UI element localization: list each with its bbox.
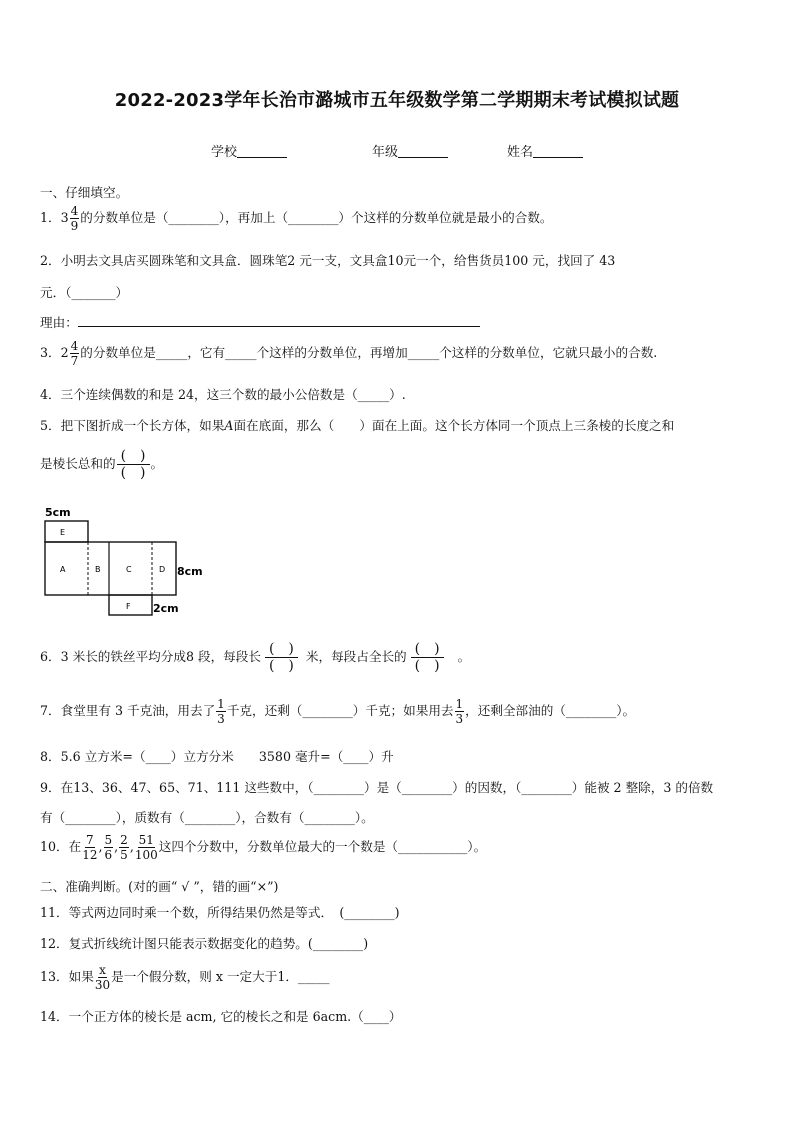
q10-sep-3: , (129, 839, 134, 854)
question-13 (40, 964, 329, 991)
q10-fraction-1 (82, 834, 97, 861)
dim-bottom: 2cm (153, 602, 179, 615)
q5-fraction[interactable] (117, 449, 150, 480)
q6-frac1-den: ( ) (268, 658, 294, 674)
question-11: 11．等式两边同时乘一个数，所得结果仍然是等式． (________) (40, 905, 400, 920)
q6-part1: 6．3 米长的铁丝平均分成8 段，每段长 (40, 649, 261, 664)
q5-part1: 5．把下图折成一个长方体，如果 (40, 418, 225, 433)
q10-fraction-4 (135, 834, 158, 861)
q3-whole: 2 (60, 345, 69, 360)
q3-number: 3． (40, 345, 61, 360)
q7-frac2-num: 1 (455, 697, 464, 711)
question-2-reason-blank[interactable] (78, 326, 480, 327)
question-7 (40, 698, 635, 725)
q10-frac2-num: 5 (104, 833, 113, 847)
question-8: 8．5.6 立方米=（____）立方分米 3580 毫升=（____）升 (40, 749, 394, 764)
q3-fraction (70, 340, 80, 367)
q13-part1: 13．如果 (40, 969, 94, 984)
question-2-line2: 元．（_______） (40, 285, 129, 300)
face-e-rect (45, 521, 88, 542)
q6-frac2-den: ( ) (414, 658, 440, 674)
q7-part1: 7．食堂里有 3 千克油，用去了 (40, 703, 216, 718)
grade-blank[interactable] (398, 144, 448, 158)
q1-frac-den: 9 (70, 219, 79, 233)
face-label-b: B (95, 565, 101, 574)
q13-fraction (95, 964, 110, 991)
question-4: 4．三个连续偶数的和是 24，这三个数的最小公倍数是（_____）. (40, 387, 406, 402)
q5-line2: 是棱长总和的 (40, 456, 116, 471)
page-title: 2022-2023学年长治市潞城市五年级数学第二学期期末考试模拟试题 (114, 90, 680, 111)
school-field (211, 141, 287, 160)
school-blank[interactable] (237, 144, 287, 158)
question-14: 14．一个正方体的棱长是 acm, 它的棱长之和是 6acm.（____） (40, 1009, 402, 1024)
question-10 (40, 834, 486, 861)
section-heading-2: 二、准确判断。(对的画“ √ ”，错的画“×”) (40, 879, 279, 894)
cuboid-net-figure (40, 505, 215, 617)
grade-label: 年级 (372, 145, 399, 160)
question-5-line1 (40, 415, 674, 434)
question-9-line2: 有（________），质数有（________），合数有（________）。 (40, 810, 374, 825)
q7-frac2-den: 3 (455, 712, 464, 726)
dim-top: 5cm (45, 506, 71, 519)
face-label-e: E (60, 528, 66, 537)
q13-part2: 是一个假分数，则 x 一定大于1．_____ (111, 969, 330, 984)
q6-frac1-num: ( ) (265, 642, 298, 658)
dim-right: 8cm (177, 565, 203, 578)
question-6 (40, 642, 470, 673)
q7-part2: 千克，还剩（________）千克；如果用去 (226, 703, 454, 718)
question-12: 12．复式折线统计图只能表示数据变化的趋势。(________) (40, 936, 369, 951)
face-label-c: C (126, 565, 132, 574)
q13-frac-num: x (99, 963, 106, 977)
q6-end: 。 (457, 649, 471, 664)
q7-fraction-2 (455, 698, 465, 725)
q1-whole: 3 (60, 210, 69, 225)
question-5-line2 (40, 449, 163, 480)
q6-fraction-1[interactable] (265, 642, 298, 673)
q10-frac2-den: 6 (104, 848, 113, 862)
q1-frac-num: 4 (70, 204, 79, 218)
q10-fraction-3 (119, 834, 129, 861)
q3-text: 的分数单位是_____，它有_____个这样的分数单位，再增加_____个这样的分数单位，它就只最小的合数. (80, 345, 658, 360)
q5-face-a: A (224, 418, 234, 433)
q10-fraction-2 (104, 834, 114, 861)
face-label-d: D (159, 565, 166, 574)
q6-fraction-2[interactable] (411, 642, 444, 673)
question-9-line1: 9．在13、36、47、65、71、111 这些数中，（________）是（________）的因数，（________）能被 2 整除，3 的倍数 (40, 780, 714, 795)
face-label-f: F (126, 602, 131, 611)
q1-fraction (70, 205, 80, 232)
q13-frac-den: 30 (94, 978, 111, 992)
q10-frac3-num: 2 (120, 833, 128, 847)
question-2-line1: 2．小明去文具店买圆珠笔和文具盒．圆珠笔2 元一支，文具盒10元一个，给售货员100 元，找回了 43 (40, 253, 616, 268)
q10-frac4-den: 100 (134, 848, 158, 862)
q1-text: 的分数单位是（________），再加上（________）个这样的分数单位就是最小的合数。 (80, 210, 553, 225)
q10-part1: 10．在 (40, 839, 82, 854)
q7-frac1-den: 3 (217, 712, 225, 726)
q10-sep-1: , (98, 839, 103, 854)
name-label: 姓名 (507, 145, 534, 160)
q10-sep-2: , (114, 839, 119, 854)
q5-part2: 面在底面，那么（ ）面在上面。这个长方体同一个顶点上三条棱的长度之和 (233, 418, 675, 433)
question-1 (40, 205, 553, 232)
q10-frac1-den: 12 (82, 848, 98, 862)
q3-frac-num: 4 (70, 339, 79, 353)
q10-frac3-den: 5 (120, 848, 128, 862)
q1-number: 1． (40, 210, 61, 225)
question-2-reason-label: 理由： (40, 315, 78, 330)
q7-part3: ，还剩全部油的（________）。 (465, 703, 636, 718)
q6-frac2-num: ( ) (411, 642, 444, 658)
name-blank[interactable] (533, 144, 583, 158)
grade-field (372, 141, 448, 160)
q10-frac1-num: 7 (86, 833, 94, 847)
q3-frac-den: 7 (70, 354, 79, 368)
section-heading-1: 一、仔细填空。 (40, 185, 129, 200)
q7-frac1-num: 1 (217, 697, 225, 711)
question-3 (40, 340, 657, 367)
name-field (507, 141, 583, 160)
q5-frac-den: ( ) (120, 465, 146, 481)
q7-fraction-1 (216, 698, 226, 725)
school-label: 学校 (211, 145, 238, 160)
face-label-a: A (60, 565, 66, 574)
q5-frac-num: ( ) (117, 449, 150, 465)
q10-frac4-num: 51 (138, 833, 154, 847)
q10-part2: 这四个分数中，分数单位最大的一个数是（___________）。 (158, 839, 487, 854)
q6-part2: 米，每段占全长的 (305, 649, 407, 664)
q5-end: 。 (150, 456, 164, 471)
